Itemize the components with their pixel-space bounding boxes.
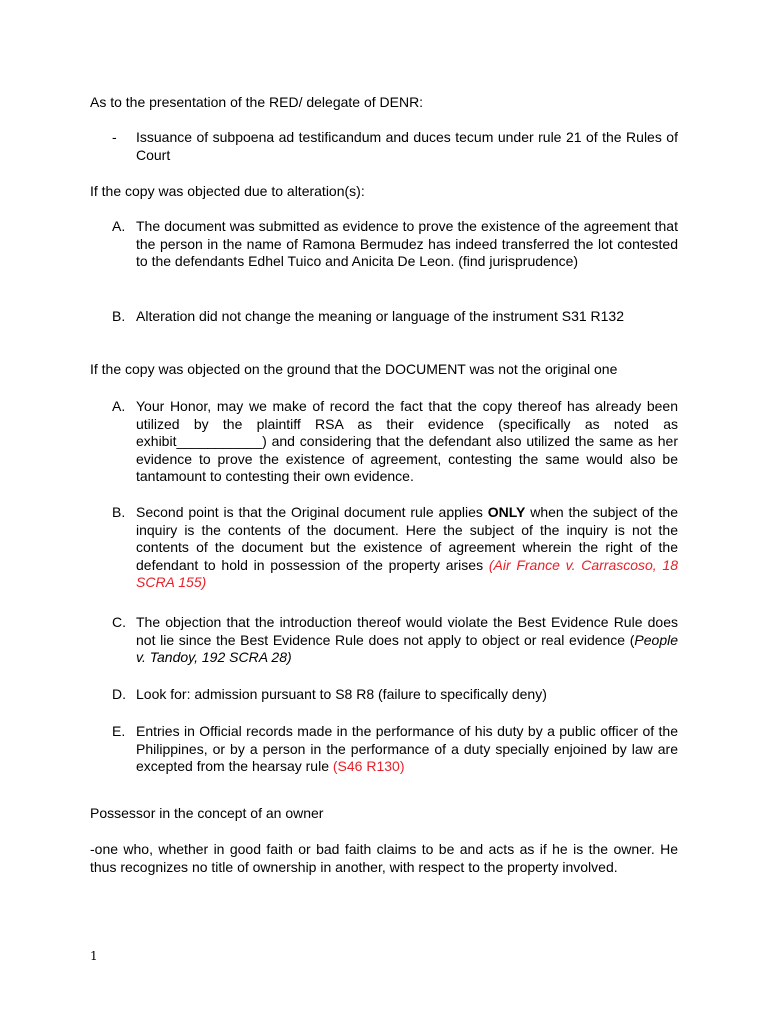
list-item-text xyxy=(136,614,678,667)
alteration-item-b xyxy=(112,308,678,326)
list-item-text xyxy=(136,723,678,776)
list-marker: B. xyxy=(112,504,126,520)
original-item-c xyxy=(112,614,678,667)
text-segment: Entries in Official records made in the performance of his duty by a public officer of the Philippines, or by a person in the performance of a duty specially enjoined by law are excepted from the hearsay rule xyxy=(136,723,678,775)
list-marker: A. xyxy=(112,218,126,234)
text-segment: The objection that the introduction thereof would violate the Best Evidence Rule does not lie since the Best Evidence Rule does not apply to object or real evidence ( xyxy=(136,614,678,648)
alteration-item-a xyxy=(112,218,678,271)
list-marker: C. xyxy=(112,614,126,630)
heading-original-document: If the copy was objected on the ground that the DOCUMENT was not the original one xyxy=(90,361,618,377)
list-marker: D. xyxy=(112,686,126,702)
list-item-text: The document was submitted as evidence to prove the existence of the agreement that the person in the name of Ramona Bermudez has indeed transferred the lot contested to the defendants Edhel Tuico and Anicita De Leon. (find jurisprudence) xyxy=(136,218,678,270)
list-item-text xyxy=(136,504,678,592)
bullet-marker: - xyxy=(112,129,117,145)
list-item-text: Your Honor, may we make of record the fact that the copy thereof has already been utilized by the plaintiff RSA as their evidence (specifically as noted as exhibit___________) and considering that the defendant also utilized the same as her evidence to prove the existence of agreement, contesting the same would also be tantamount to contesting their own evidence. xyxy=(136,398,678,485)
list-item-text: Look for: admission pursuant to S8 R8 (failure to specifically deny) xyxy=(136,686,547,702)
text-segment: when the subject of the inquiry is the contents of the document. Here the subject of the inquiry is not the contents of the document but the existence of agreement wherein the right of the defendant to hold in possession of the property arises xyxy=(136,504,678,573)
citation-people-v-tandoy: People v. Tandoy, 192 SCRA 28) xyxy=(136,631,678,666)
heading-possessor: Possessor in the concept of an owner xyxy=(90,805,324,821)
heading-denr: As to the presentation of the RED/ delegate of DENR: xyxy=(90,94,424,110)
original-item-b xyxy=(112,504,678,592)
citation-air-france: (Air France v. Carrascoso, 18 SCRA 155) xyxy=(136,556,679,591)
original-item-d xyxy=(112,686,678,704)
text-segment: Second point is that the Original document rule applies xyxy=(136,504,488,520)
page-number: 1 xyxy=(90,949,98,963)
bullet-text: Issuance of subpoena ad testificandum and duces tecum under rule 21 of the Rules of Court xyxy=(136,129,678,163)
original-item-a xyxy=(112,398,678,486)
heading-alteration: If the copy was objected due to alteration(s): xyxy=(90,183,365,199)
original-item-e xyxy=(112,723,678,776)
list-marker: A. xyxy=(112,398,126,414)
possessor-definition: -one who, whether in good faith or bad faith claims to be and acts as if he is the owner. He thus recognizes no title of ownership in another, with respect to the property involved. xyxy=(90,841,678,875)
list-marker: B. xyxy=(112,308,126,324)
emphasis-only: ONLY xyxy=(487,504,526,520)
list-item-text: Alteration did not change the meaning or language of the instrument S31 R132 xyxy=(136,308,624,324)
list-marker: E. xyxy=(112,723,126,739)
bullet-item-subpoena xyxy=(112,129,678,164)
citation-s46-r130: (S46 R130) xyxy=(332,758,405,775)
